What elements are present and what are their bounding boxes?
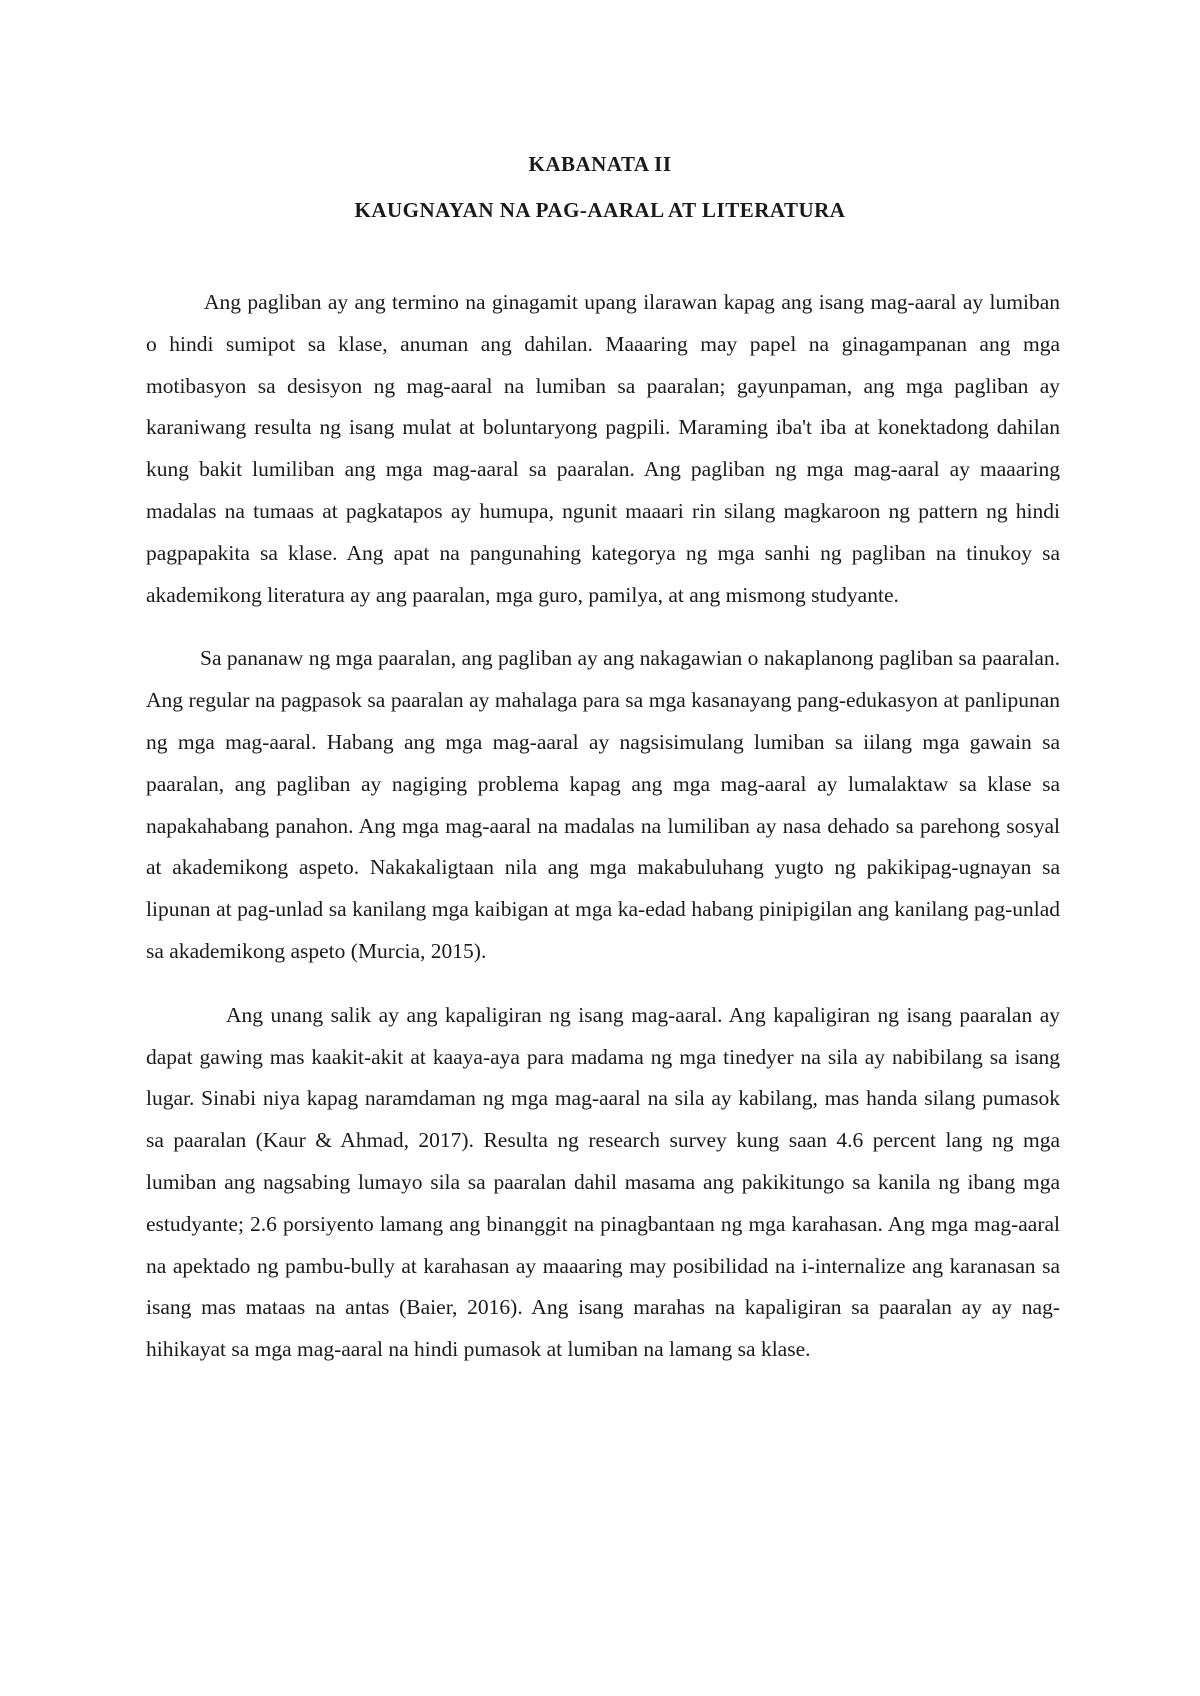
paragraph-2: Sa pananaw ng mga paaralan, ang pagliban ay ang nakagawian o nakaplanong pagliban sa paaralan. Ang regular na pagpasok sa paaralan ay mahalaga para sa mga kasanayang pang-edukasyon at panlipunan ng mga mag-aaral. Habang ang mga mag-aaral ay nagsisimulang lumiban sa iilang mga gawain sa paaralan, ang pagliban ay nagiging problema kapag ang mga mag-aaral ay lumalaktaw sa klase sa napakahabang panahon. Ang mga mag-aaral na madalas na lumiliban ay nasa dehado sa parehong sosyal at akademikong aspeto. Nakakaligtaan nila ang mga makabuluhang yugto ng pakikipag-ugnayan sa lipunan at pag-unlad sa kanilang mga kaibigan at mga ka-edad habang pinipigilan ang kanilang pag-unlad sa akademikong aspeto (Murcia, 2015). [146,646,1060,963]
chapter-heading: KABANATA II [528,152,672,176]
paragraph-3: Ang unang salik ay ang kapaligiran ng isang mag-aaral. Ang kapaligiran ng isang paaralan ay dapat gawing mas kaakit-akit at kaaya-aya para madama ng mga tinedyer na sila ay nabibilang sa isang lugar. Sinabi niya kapag naramdaman ng mga mag-aaral na sila ay kabilang, mas handa silang pumasok sa paaralan (Kaur & Ahmad, 2017). Resulta ng research survey kung saan 4.6 percent lang ng mga lumiban ang nagsabing lumayo sila sa paaralan dahil masama ang pakikitungo sa kanila ng ibang mga estudyante; 2.6 porsiyento lamang ang binanggit na pinagbantaan ng mga karahasan. Ang mga mag-aaral na apektado ng pambu-bully at karahasan ay maaaring may posibilidad na i-internalize ang karanasan sa isang mas mataas na antas (Baier, 2016). Ang isang marahas na kapaligiran sa paaralan ay ay nag-hihikayat sa mga mag-aaral na hindi pumasok at lumiban na lamang sa klase. [146,1002,1060,1362]
document-body [146,282,1060,1371]
chapter-title: KAUGNAYAN NA PAG-AARAL AT LITERATURA [354,198,846,222]
paragraph-1: Ang pagliban ay ang termino na ginagamit upang ilarawan kapag ang isang mag-aaral ay lumiban o hindi sumipot sa klase, anuman ang dahilan. Maaaring may papel na ginagampanan ang mga motibasyon sa desisyon ng mag-aaral na lumiban sa paaralan; gayunpaman, ang mga pagliban ay karaniwang resulta ng isang mulat at boluntaryong pagpili. Maraming iba't iba at konektadong dahilan kung bakit lumiliban ang mga mag-aaral sa paaralan. Ang pagliban ng mga mag-aaral ay maaaring madalas na tumaas at pagkatapos ay humupa, ngunit maaari rin silang magkaroon ng pattern ng hindi pagpapakita sa klase. Ang apat na pangunahing kategorya ng mga sanhi ng pagliban na tinukoy sa akademikong literatura ay ang paaralan, mga guro, pamilya, at ang mismong studyante. [146,290,1060,607]
